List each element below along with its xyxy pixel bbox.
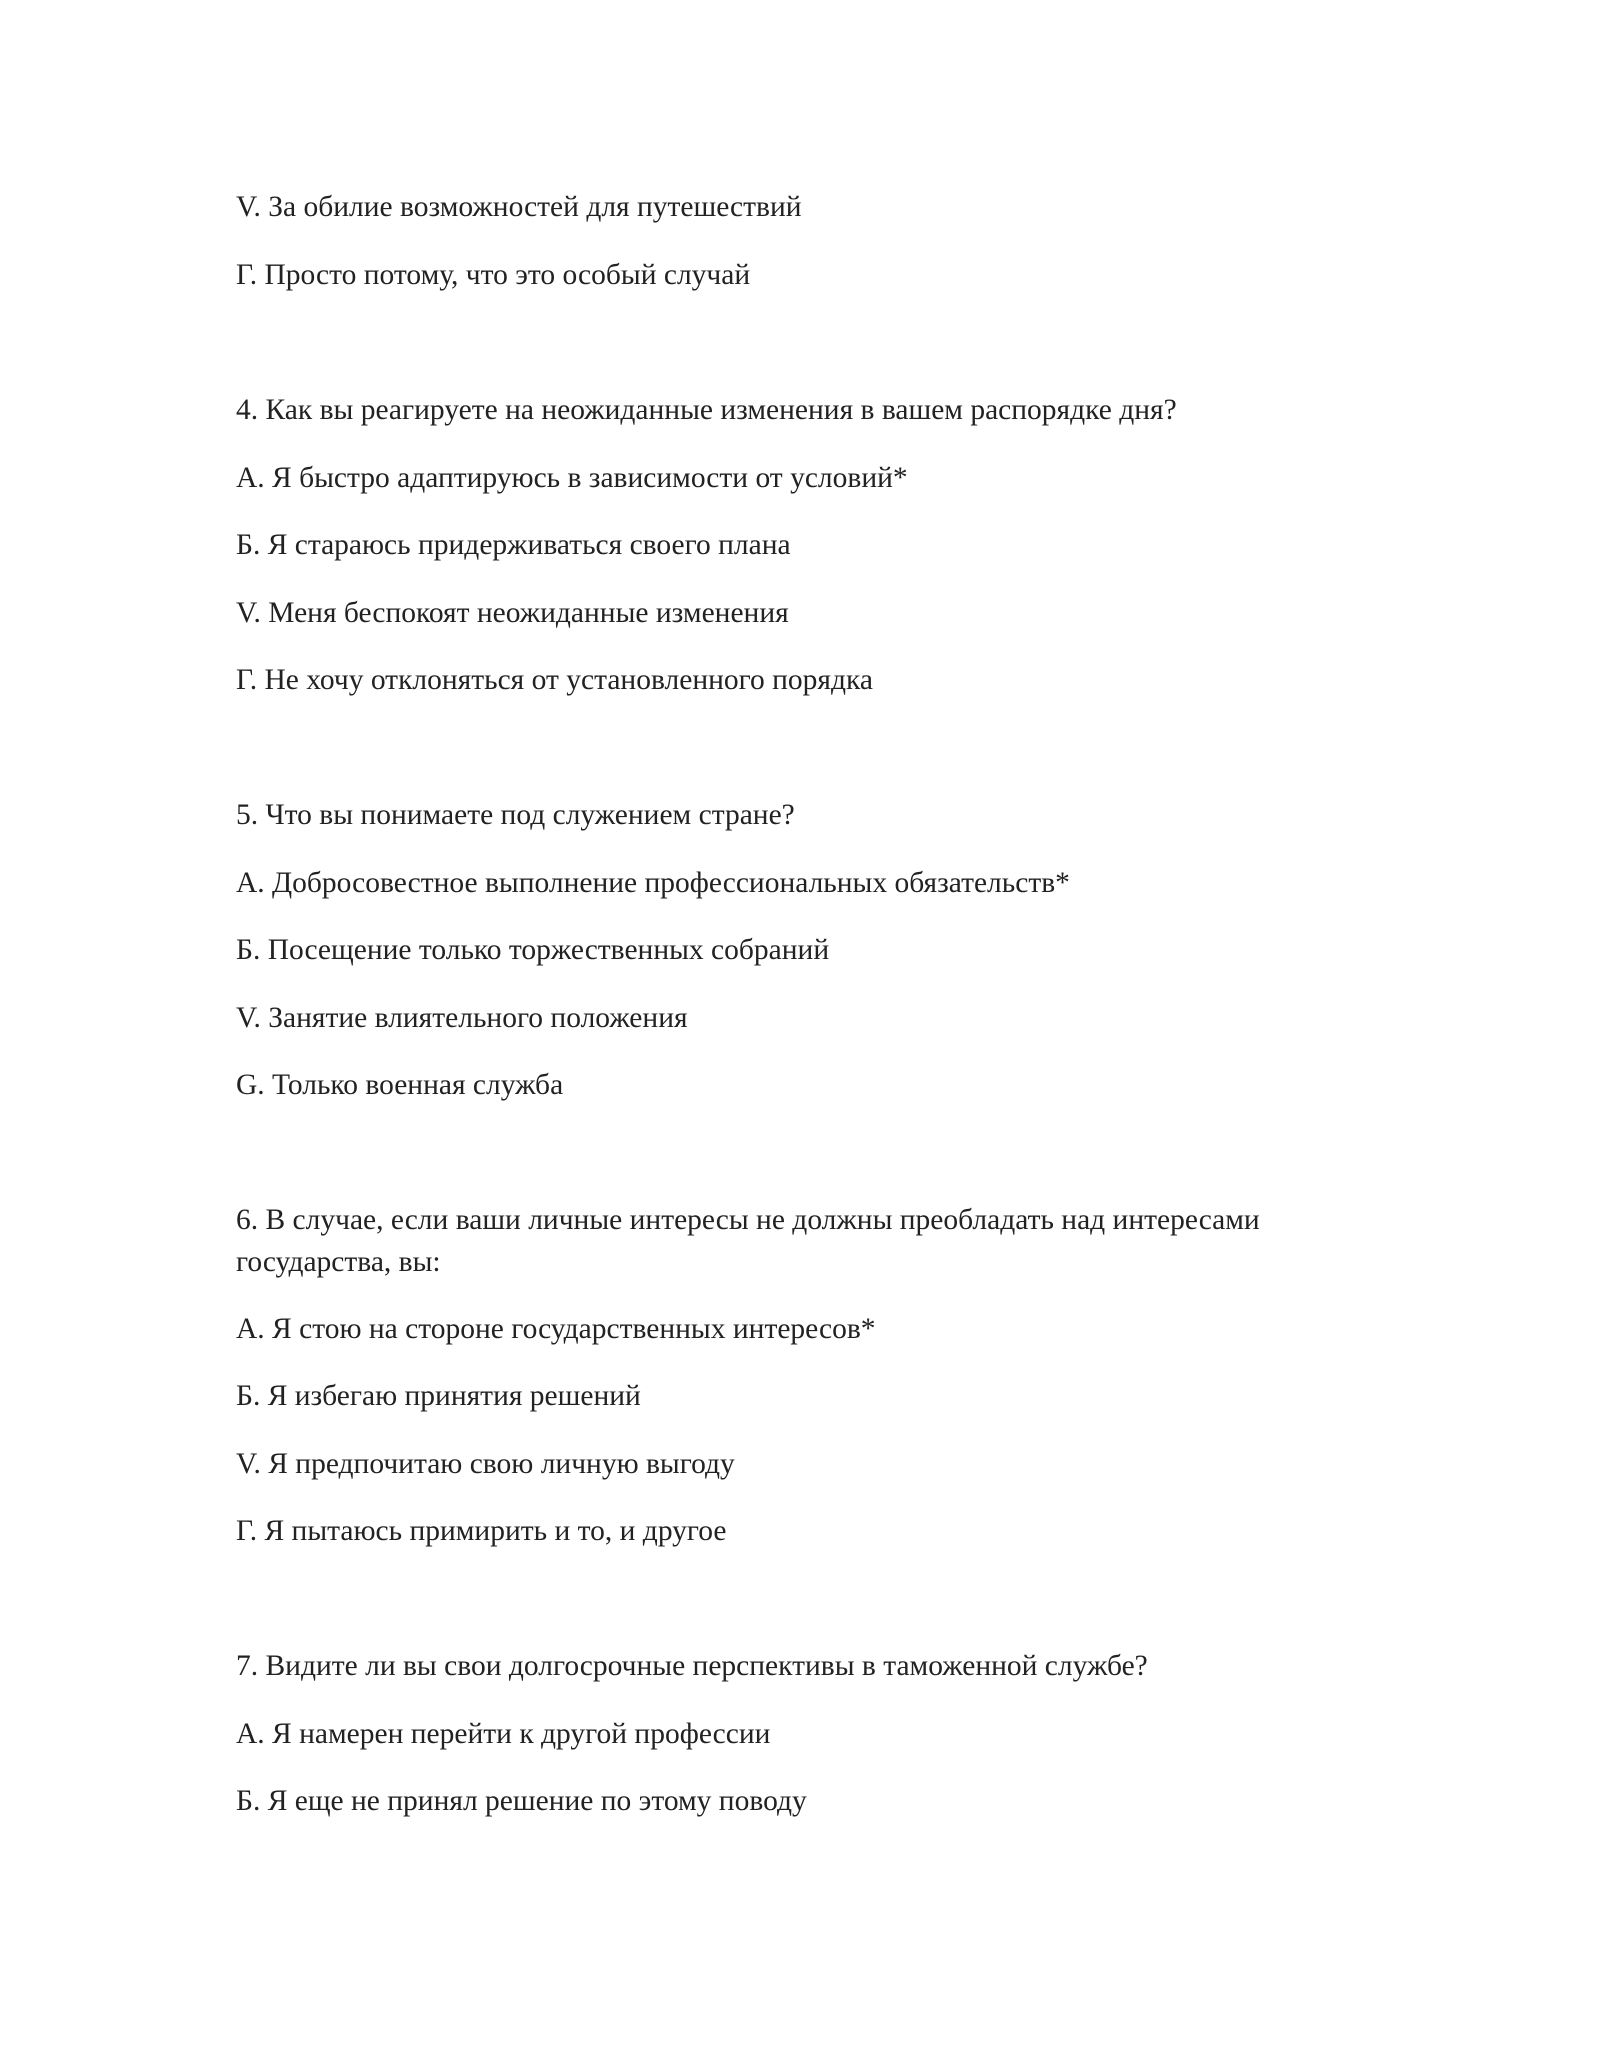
question-4-option-a: А. Я быстро адаптируюсь в зависимости от условий* xyxy=(236,462,908,494)
question-7-option-b: Б. Я еще не принял решение по этому поводу xyxy=(236,1785,807,1817)
question-5-option-a: А. Добросовестное выполнение профессиональных обязательств* xyxy=(236,867,1070,899)
question-5-option-v: V. Занятие влиятельного положения xyxy=(236,1002,688,1034)
question-7: 7. Видите ли вы свои долгосрочные перспективы в таможенной службе? xyxy=(236,1650,1148,1682)
question-6-option-g: Г. Я пытаюсь примирить и то, и другое xyxy=(236,1515,727,1547)
question-4-option-v: V. Меня беспокоят неожиданные изменения xyxy=(236,597,789,629)
question-7-option-a: А. Я намерен перейти к другой профессии xyxy=(236,1718,771,1750)
question-6-option-v: V. Я предпочитаю свою личную выгоду xyxy=(236,1448,735,1480)
question-5-option-g: G. Только военная служба xyxy=(236,1069,564,1101)
question-6: 6. В случае, если ваши личные интересы не должны преобладать над интересами государства, вы: xyxy=(236,1204,1260,1278)
question-6-option-b: Б. Я избегаю принятия решений xyxy=(236,1380,641,1412)
question-4-option-b: Б. Я стараюсь придерживаться своего плана xyxy=(236,529,791,561)
option-g: Г. Просто потому, что это особый случай xyxy=(236,259,751,291)
question-4-option-g: Г. Не хочу отклоняться от установленного порядка xyxy=(236,664,873,696)
question-5-option-b: Б. Посещение только торжественных собраний xyxy=(236,934,830,966)
option-v: V. За обилие возможностей для путешествий xyxy=(236,191,802,223)
question-5: 5. Что вы понимаете под служением стране? xyxy=(236,799,795,831)
question-6-option-a: А. Я стою на стороне государственных интересов* xyxy=(236,1313,876,1345)
question-4: 4. Как вы реагируете на неожиданные изменения в вашем распорядке дня? xyxy=(236,394,1177,426)
